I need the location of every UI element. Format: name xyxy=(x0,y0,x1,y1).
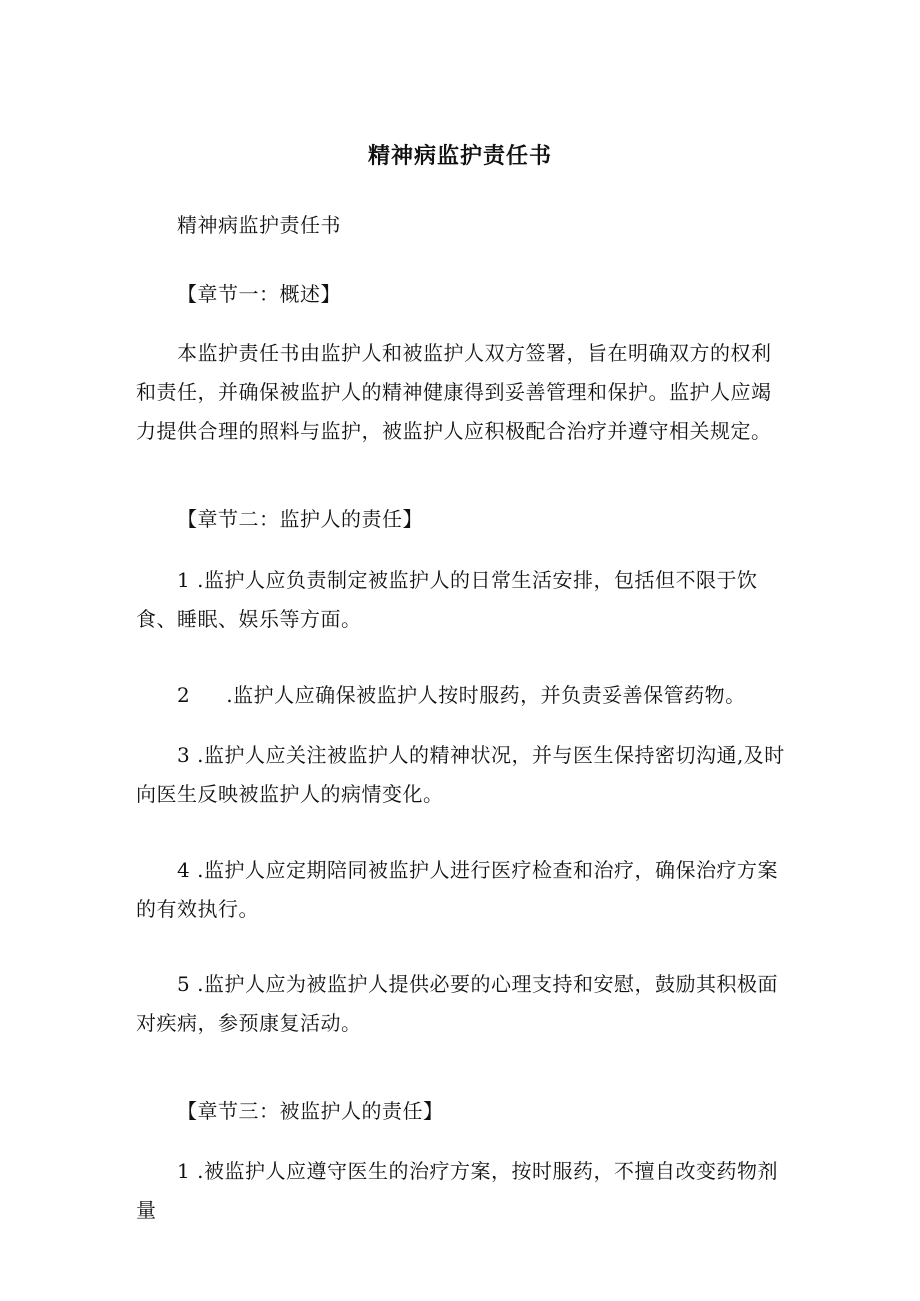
guardian-item-1 xyxy=(136,561,791,639)
item-number: 1 xyxy=(177,568,191,592)
ward-item-1 xyxy=(136,1152,791,1230)
document-subtitle: 精神病监护责任书 xyxy=(177,213,341,237)
overview-paragraph: 本监护责任书由监护人和被监护人双方签署，旨在明确双方的权利和责任，并确保被监护人的精神健康得到妥善管理和保护。监护人应竭力提供合理的照料与监护，被监护人应积极配合治疗并遵守相关规定。 xyxy=(136,341,772,443)
item-number: 2 xyxy=(177,683,191,707)
item-number: 5 xyxy=(177,972,191,996)
item-number: 3 xyxy=(177,743,191,767)
item-text: .监护人应负责制定被监护人的日常生活安排，包括但不限于饮食、睡眠、娱乐等方面。 xyxy=(136,568,758,631)
guardian-item-2 xyxy=(136,676,791,715)
item-number: 1 xyxy=(177,1159,191,1183)
section-heading-3: 【章节三：被监护人的责任】 xyxy=(177,1099,444,1123)
item-text: .监护人应确保被监护人按时服药，并负责妥善保管药物。 xyxy=(226,683,746,707)
section-heading-2: 【章节二：监护人的责任】 xyxy=(177,507,423,531)
section-heading-1: 【章节一：概述】 xyxy=(177,282,341,306)
item-number: 4 xyxy=(177,858,191,882)
document-title: 精神病监护责任书 xyxy=(367,144,552,169)
item-text: .被监护人应遵守医生的治疗方案，按时服药，不擅自改变药物剂量 xyxy=(136,1159,778,1222)
item-text: .监护人应为被监护人提供必要的心理支持和安慰，鼓励其积极面对疾病，参预康复活动。 xyxy=(136,972,778,1035)
item-text: .监护人应定期陪同被监护人进行医疗检查和治疗，确保治疗方案的有效执行。 xyxy=(136,858,778,921)
guardian-item-5 xyxy=(136,965,791,1043)
guardian-item-4 xyxy=(136,851,791,929)
item-text: .监护人应关注被监护人的精神状况，并与医生保持密切沟通,及时向医生反映被监护人的病情变化。 xyxy=(136,743,785,806)
guardian-item-3 xyxy=(136,736,791,814)
